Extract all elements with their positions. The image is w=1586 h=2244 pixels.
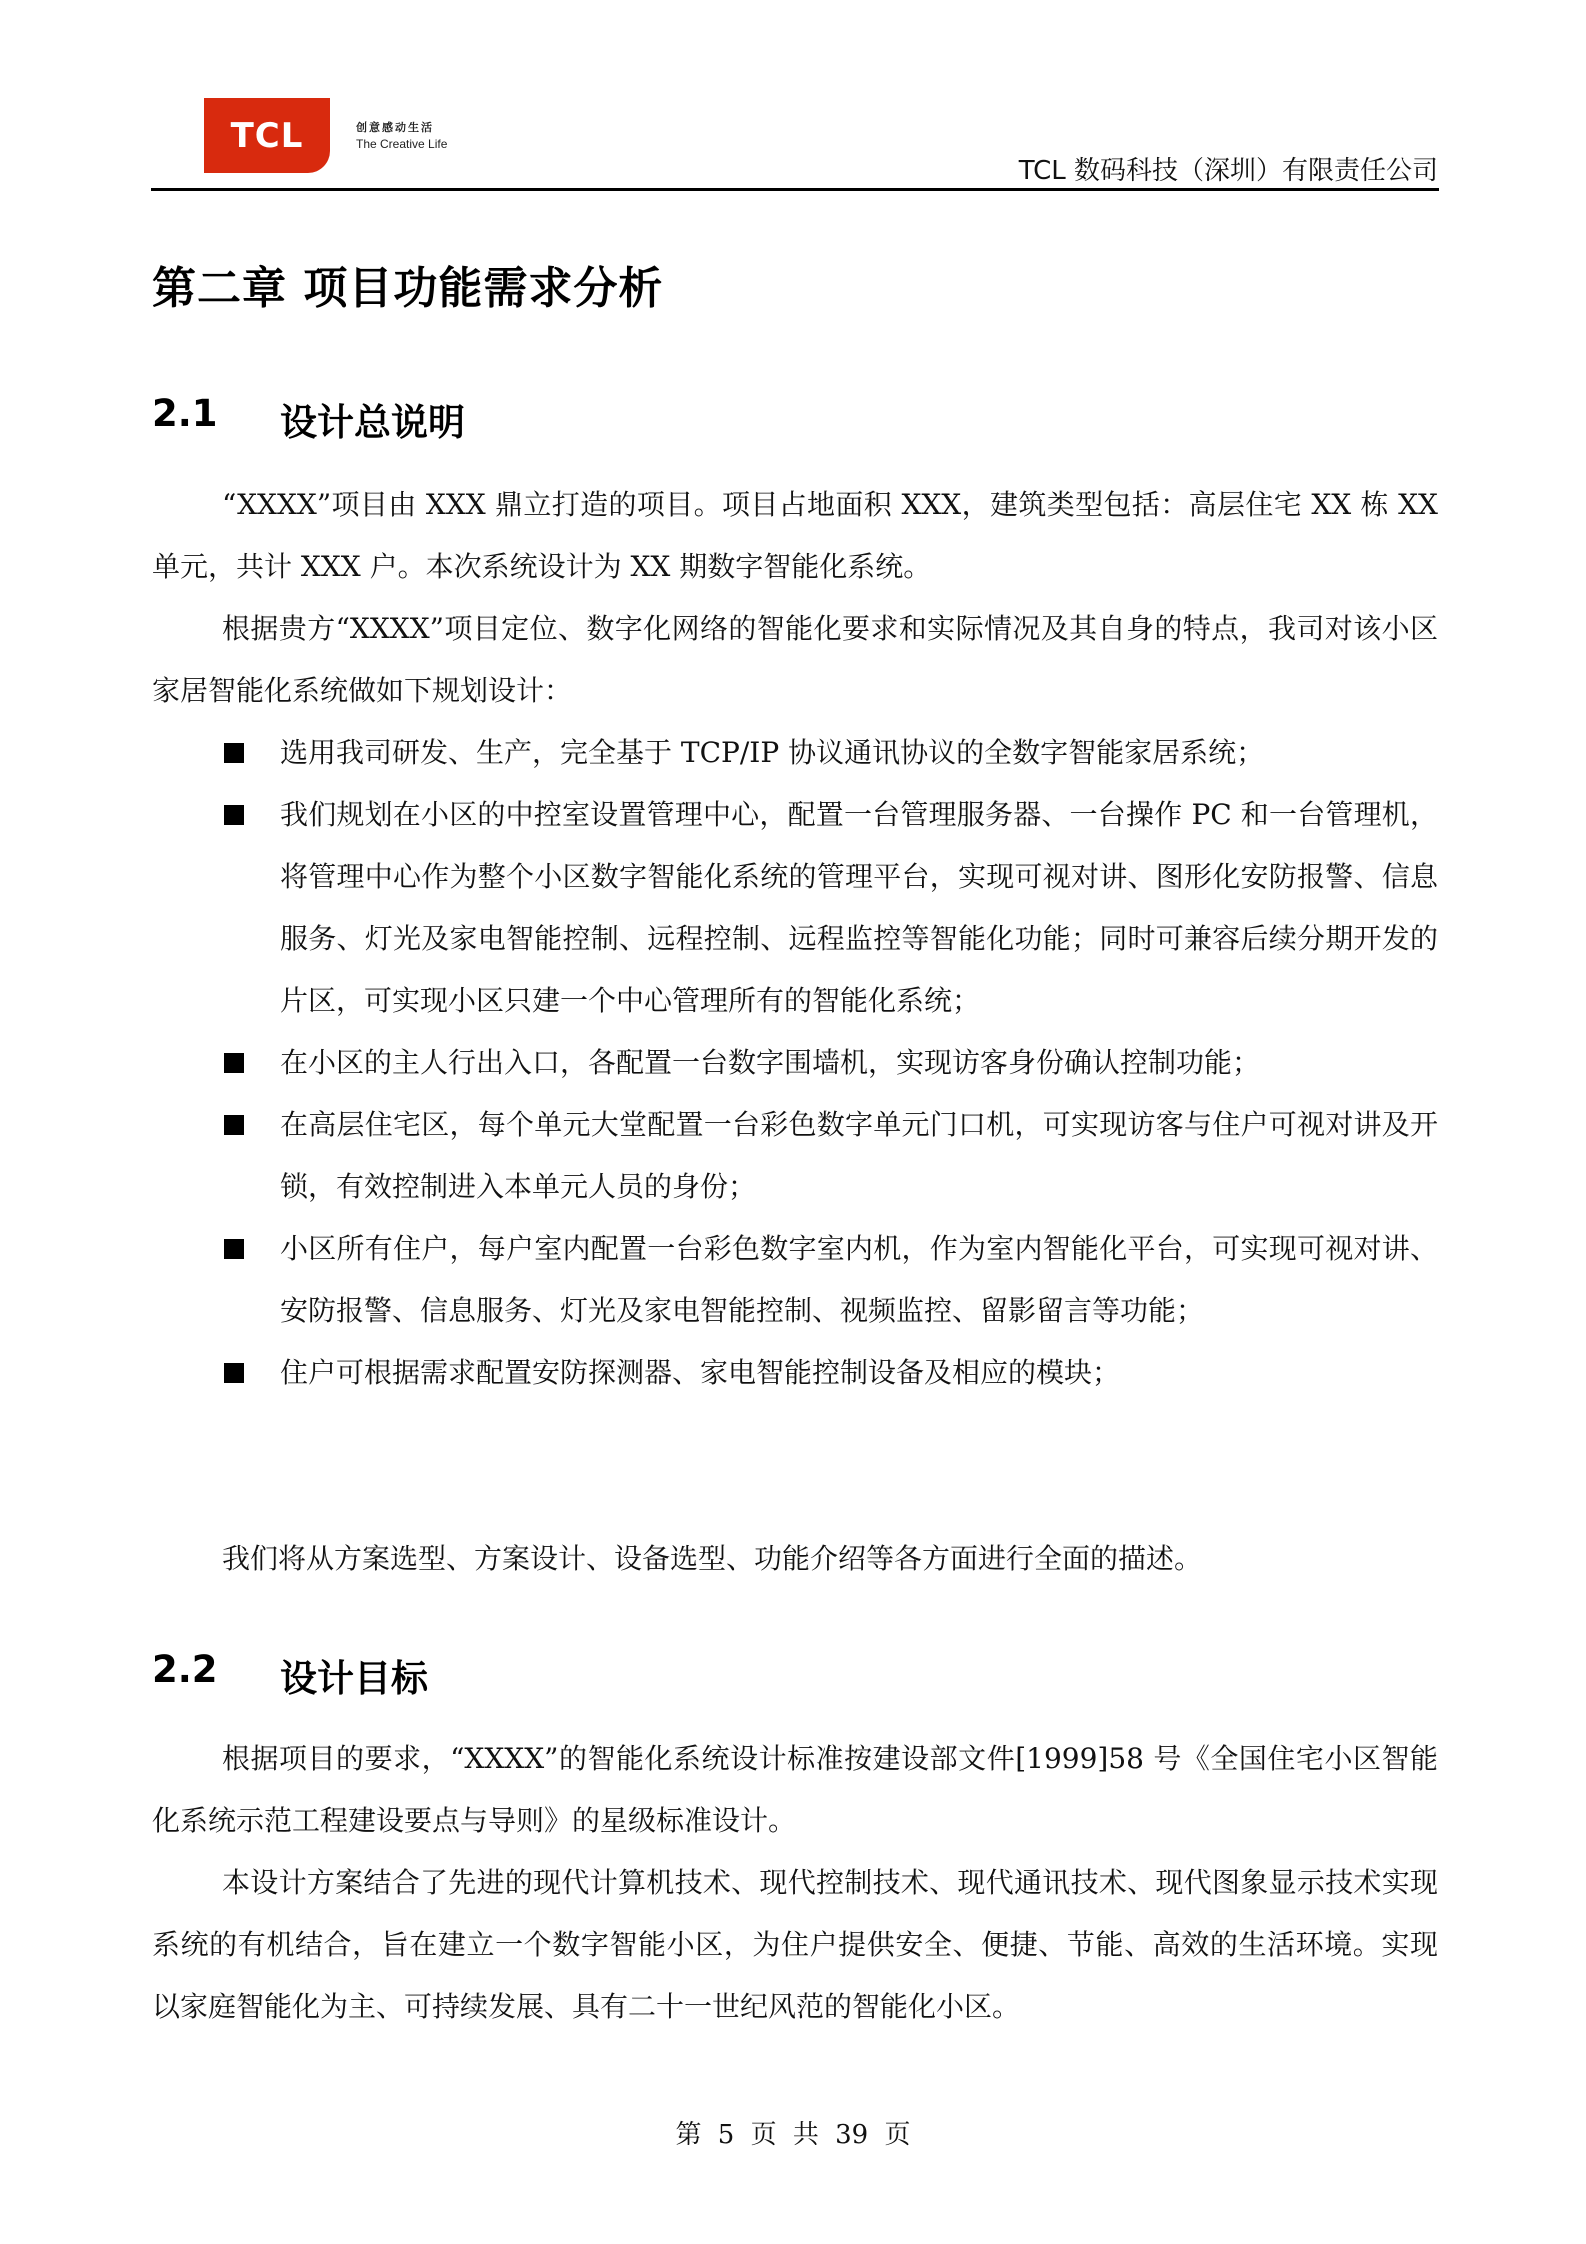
section-number: 2.1: [152, 392, 218, 435]
list-item: [222, 722, 1438, 784]
section-title: 设计目标: [280, 1657, 428, 1700]
list-item: [222, 1218, 1438, 1342]
square-bullet-icon: [224, 1115, 244, 1135]
square-bullet-icon: [224, 805, 244, 825]
list-item-text: 小区所有住户，每户室内配置一台彩色数字室内机，作为室内智能化平台，可实现可视对讲、安防报警、信息服务、灯光及家电智能控制、视频监控、留影留言等功能；: [280, 1232, 1438, 1327]
paragraph: 根据项目的要求，“XXXX”的智能化系统设计标准按建设部文件[1999]58 号《全国住宅小区智能化系统示范工程建设要点与导则》的星级标准设计。: [152, 1742, 1438, 1837]
tagline-en: The Creative Life: [356, 137, 448, 151]
logo-tagline: [356, 120, 447, 152]
square-bullet-icon: [224, 1053, 244, 1073]
list-item-text: 在小区的主人行出入口，各配置一台数字围墙机，实现访客身份确认控制功能；: [280, 1046, 1261, 1079]
tagline-cn: 创意感动生活: [356, 121, 434, 134]
square-bullet-icon: [224, 1239, 244, 1259]
section-heading-2-1: [152, 392, 465, 446]
chapter-title: 第二章 项目功能需求分析: [152, 263, 664, 314]
section-heading-2-2: [152, 1648, 428, 1702]
list-item-text: 选用我司研发、生产，完全基于 TCP/IP 协议通讯协议的全数字智能家居系统；: [280, 736, 1265, 769]
list-item-text: 我们规划在小区的中控室设置管理中心，配置一台管理服务器、一台操作 PC 和一台管理机，将管理中心作为整个小区数字智能化系统的管理平台，实现可视对讲、图形化安防报警、信息服务、灯光及家电智能控制、远程控制、远程监控等智能化功能；同时可兼容后续分期开发的片区，可实现小区只建一个中心管理所有的智能化系统；: [280, 798, 1438, 1017]
list-item: [222, 1032, 1438, 1094]
company-name: TCL 数码科技（深圳）有限责任公司: [1018, 156, 1438, 186]
logo-text: TCL: [230, 115, 304, 156]
tcl-logo: [204, 98, 330, 173]
bullet-list: [222, 722, 1438, 1404]
list-item: [222, 1342, 1438, 1404]
page-number: 第 5 页 共 39 页: [675, 2120, 911, 2150]
section-title: 设计总说明: [280, 401, 465, 444]
list-item-text: 住户可根据需求配置安防探测器、家电智能控制设备及相应的模块；: [280, 1356, 1121, 1389]
paragraph: “XXXX”项目由 XXX 鼎立打造的项目。项目占地面积 XXX，建筑类型包括：高层住宅 XX 栋 XX 单元，共计 XXX 户。本次系统设计为 XX 期数字智能化系统。: [152, 488, 1438, 583]
list-item: [222, 784, 1438, 1032]
square-bullet-icon: [224, 743, 244, 763]
list-item-text: 在高层住宅区，每个单元大堂配置一台彩色数字单元门口机，可实现访客与住户可视对讲及开锁，有效控制进入本单元人员的身份；: [280, 1108, 1438, 1203]
list-item: [222, 1094, 1438, 1218]
paragraph: 本设计方案结合了先进的现代计算机技术、现代控制技术、现代通讯技术、现代图象显示技术实现系统的有机结合，旨在建立一个数字智能小区，为住户提供安全、便捷、节能、高效的生活环境。实现以家庭智能化为主、可持续发展、具有二十一世纪风范的智能化小区。: [152, 1866, 1438, 2023]
section-number: 2.2: [152, 1648, 218, 1691]
closing-paragraph: 我们将从方案选型、方案设计、设备选型、功能介绍等各方面进行全面的描述。: [222, 1542, 1203, 1575]
header-divider: [151, 188, 1439, 191]
paragraph: 根据贵方“XXXX”项目定位、数字化网络的智能化要求和实际情况及其自身的特点，我司对该小区家居智能化系统做如下规划设计：: [152, 612, 1438, 707]
square-bullet-icon: [224, 1363, 244, 1383]
